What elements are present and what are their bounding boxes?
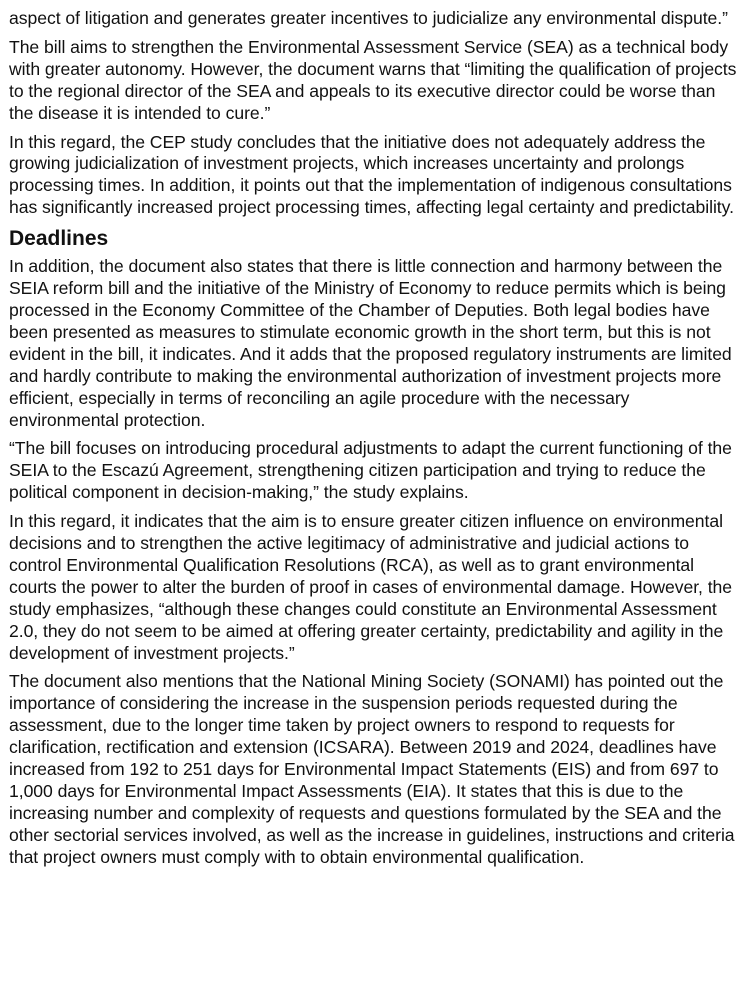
- paragraph-sea-autonomy: The bill aims to strengthen the Environmental Assessment Service (SEA) as a technical body with greater autonomy. However, the document warns that “limiting the qualification of projects to the regional director of the SEA and appeals to its executive director could be worse than the disease it is intended to cure.”: [9, 36, 737, 123]
- paragraph-litigation-incentives: aspect of litigation and generates greater incentives to judicialize any environmental dispute.”: [9, 8, 728, 28]
- paragraph-sonami-deadlines: The document also mentions that the National Mining Society (SONAMI) has pointed out the importance of considering the increase in the suspension periods requested during the assessment, due to the longer time taken by project owners to respond to requests for clarification, rectification and extension (ICSARA). Between 2019 and 2024, deadlines have increased from 192 to 251 days for Environmental Impact Statements (EIS) and from 697 to 1,000 days for Environmental Impact Assessments (EIA). It states that this is due to the increasing number and complexity of requests and questions formulated by the SEA and the other sectorial services involved, as well as the increase in guidelines, instructions and criteria that project owners must comply with to obtain environmental qualification.: [9, 671, 735, 867]
- paragraph-seia-reform-connection: In addition, the document also states that there is little connection and harmony between the SEIA reform bill and the initiative of the Ministry of Economy to reduce permits which is being processed in the Economy Committee of the Chamber of Deputies. Both legal bodies have been presented as measures to stimulate economic growth in the short term, but this is not evident in the bill, it indicates. And it adds that the proposed regulatory instruments are limited and hardly contribute to making the environmental authorization of investment projects more efficient, especially in terms of reconciling an agile procedure with the necessary environmental protection.: [9, 256, 732, 430]
- paragraph-citizen-influence: In this regard, it indicates that the aim is to ensure greater citizen influence on environmental decisions and to strengthen the active legitimacy of administrative and judicial actions to control Environmental Qualification Resolutions (RCA), as well as to grant environmental courts the power to alter the burden of proof in cases of environmental damage. However, the study emphasizes, “although these changes could constitute an Environmental Assessment 2.0, they do not seem to be aimed at offering greater certainty, predictability and agility in the development of investment projects.”: [9, 511, 733, 663]
- paragraph-escazu-agreement-quote: “The bill focuses on introducing procedural adjustments to adapt the current functioning of the SEIA to the Escazú Agreement, strengthening citizen participation and trying to reduce the political component in decision-making,” the study explains.: [9, 438, 732, 503]
- paragraph-cep-conclusion: In this regard, the CEP study concludes that the initiative does not adequately address the growing judicialization of investment projects, which increases uncertainty and prolongs processing times. In addition, it points out that the implementation of indigenous consultations has significantly increased project processing times, affecting legal certainty and predictability.: [9, 131, 734, 218]
- heading-deadlines: Deadlines: [9, 227, 109, 251]
